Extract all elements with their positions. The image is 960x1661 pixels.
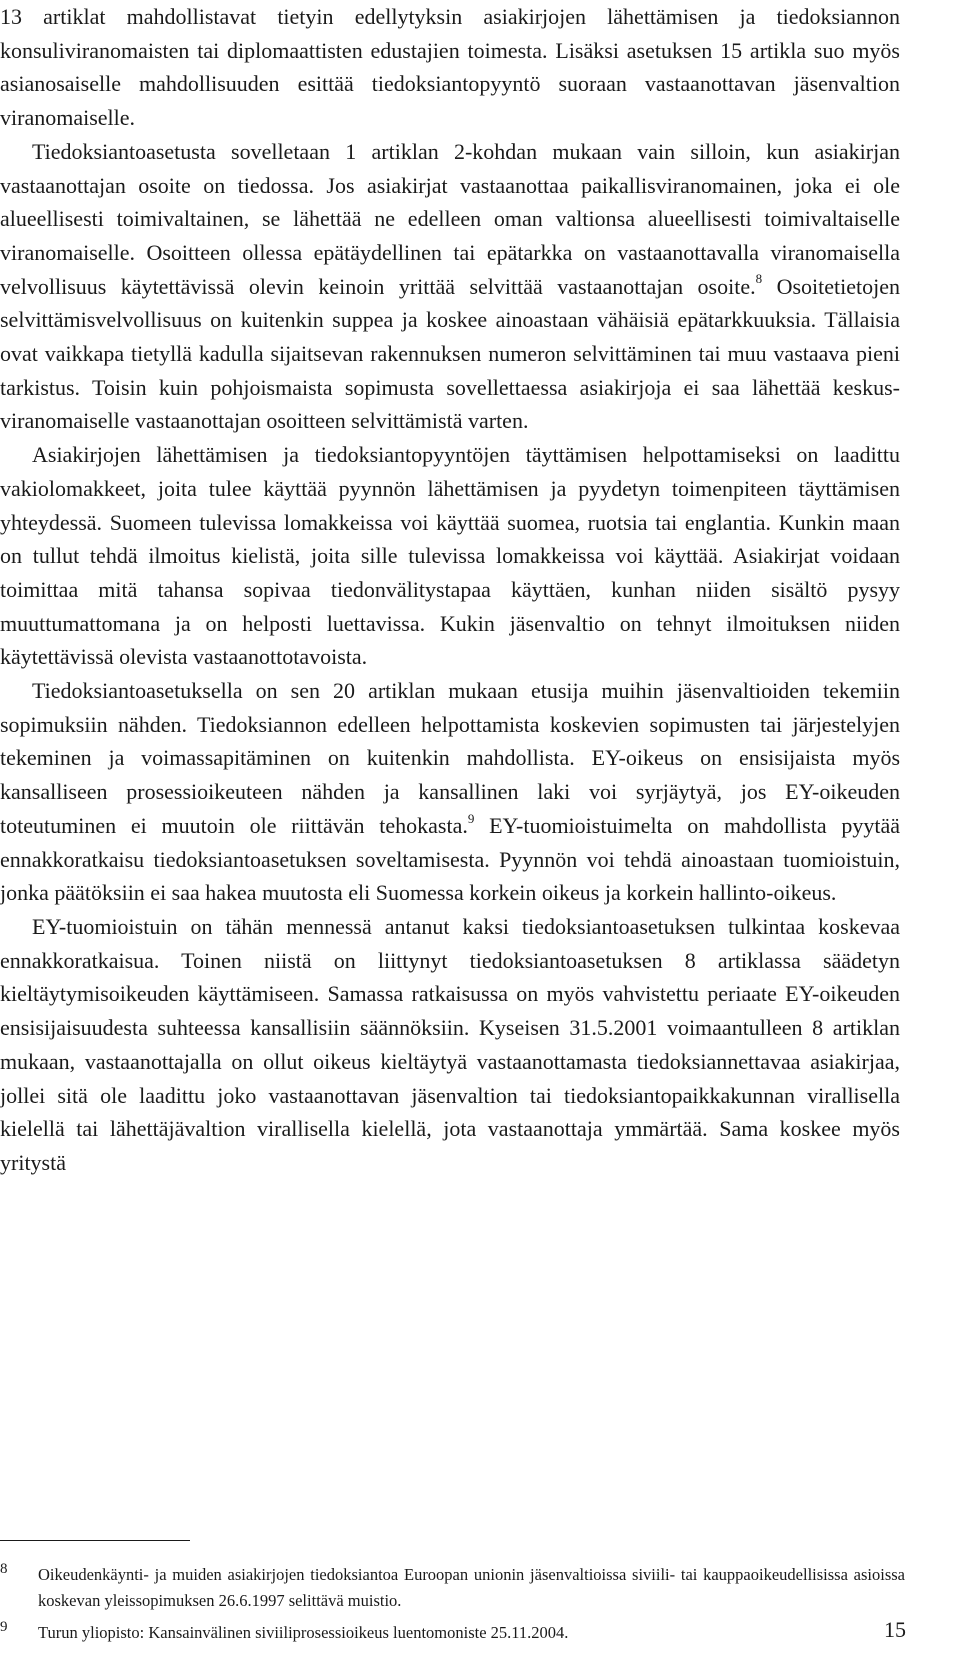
- footnote-number: 9: [0, 1619, 8, 1635]
- paragraph-1: [0, 0, 900, 135]
- paragraph-2-text-a: Tiedoksiantoasetusta sovelletaan 1 artiklan 2-kohdan mukaan vain silloin, kun asiakirjan vastaanottajan osoite on tiedossa. Jos asiakirjat vastaanottaa paikallisviranomainen, joka ei ole alueellisesti toimivaltainen, se lähettää ne edelleen oman valtionsa alueellisesti toimivaltaiselle viranomaiselle. Osoitteen ollessa epätäydellinen tai epätarkka on vastaanottavalla viranomaisella velvollisuus käytettävissä olevin keinoin yrittää selvittää vastaanottajan osoite.: [0, 138, 900, 299]
- paragraph-5-text: EY-tuomioistuin on tähän mennessä antanut kaksi tiedoksiantoasetuksen tulkintaa koskevaa ennakkoratkaisua. Toinen niistä on liittynyt tiedoksiantoasetuksen 8 artiklassa säädetyn kieltäytymisoikeuden käyttämiseen. Samassa ratkaisussa on myös vahvistettu periaate EY-oikeuden ensisijaisuudesta suhteessa kansallisiin säännöksiin. Kyseisen 31.5.2001 voimaantulleen 8 artiklan mukaan, vastaanottajalla on ollut oikeus kieltäytyä vastaanottamasta tiedoksiannettavaa asiakirjaa, jollei sitä ole laadittu joko vastaanottavan jäsenvaltion tai tiedoksiantopaikkakunnan virallisella kielellä tai lähettäjävaltion virallisella kielellä, jota vastaanottaja ymmärtää. Sama koskee myös yritystä: [0, 913, 900, 1175]
- footnote-number: 8: [0, 1561, 8, 1577]
- paragraph-1-text: 13 artiklat mahdollistavat tietyin edellytyksin asiakirjojen lähettämisen ja tiedoksiannon konsuliviranomaisten tai diplomaattisten edustajien toimesta. Lisäksi asetuksen 15 artikla suo myös asianosaiselle mahdollisuuden esittää tiedoksiantopyyntö suoraan vastaanottavan jäsenvaltion viranomaiselle.: [0, 4, 900, 131]
- footnote-text: Turun yliopisto: Kansainvälinen siviiliprosessioikeus luentomoniste 25.11.2004.: [38, 1623, 569, 1642]
- footnote-ref-9: 9: [467, 810, 475, 826]
- paragraph-5: [0, 910, 900, 1180]
- paragraph-3-text: Asiakirjojen lähettämisen ja tiedoksiantopyyntöjen täyttämisen helpottamiseksi on laadittu vakiolomakkeet, joita tulee käyttää pyynnön lähettämisen ja pyydetyn toimenpiteen täyttämisen yhteydessä. Suomeen tulevissa lomakkeissa voi käyttää suomea, ruotsia tai englantia. Kunkin maan on tullut tehdä ilmoitus kielistä, joita sille tulevissa lomakkeissa voi käyttää. Asiakirjat voidaan toimittaa mitä tahansa sopivaa tiedonvälitystapaa käyttäen, kunhan niiden sisältö pysyy muuttumattomana ja on helposti luettavissa. Kukin jäsenvaltio on tehnyt ilmoituksen niiden käytettävissä olevista vastaanottotavoista.: [0, 442, 900, 670]
- paragraph-2: [0, 135, 900, 438]
- footnote-text: Oikeudenkäynti- ja muiden asiakirjojen tiedoksiantoa Euroopan unionin jäsenvaltioissa siviili- tai kauppaoikeudellisissa asioissa koskevan yleissopimuksen 26.6.1997 selittävä muistio.: [38, 1565, 905, 1610]
- footnote-8: [0, 1562, 905, 1614]
- paragraph-4-text-b: EY-tuomioistuimelta on mahdollista pyytää ennakkoratkaisu tiedoksiantoasetuksen soveltamisesta. Pyynnön voi tehdä ainoastaan tuomioistuin, jonka päätöksiin ei saa hakea muutosta eli Suomessa korkein oikeus ja korkein hallinto-oikeus.: [0, 812, 900, 906]
- footnote-divider: [0, 1540, 190, 1541]
- page-number: 15: [884, 1617, 906, 1642]
- paragraph-4: [0, 674, 900, 910]
- paragraph-3: [0, 438, 900, 674]
- paragraph-4-text-a: Tiedoksiantoasetuksella on sen 20 artiklan mukaan etusija muihin jäsenvaltioiden tekemiin sopimuksiin nähden. Tiedoksiannon edelleen helpottamista koskevien sopimusten tai järjestelyjen tekeminen ja voimassapitäminen on kuitenkin mahdollista. EY-oikeus on ensisijaista myös kansalliseen prosessioikeuteen nähden ja kansallinen laki voi syrjäytyä, jos EY-oikeuden toteutuminen ei muutoin ole riittävän tehokasta.: [0, 678, 900, 838]
- footnotes: [0, 1562, 905, 1652]
- footnote-9: [0, 1620, 905, 1646]
- footnote-ref-8: 8: [755, 271, 763, 287]
- paragraph-2-text-b: Osoitetietojen selvittämisvelvollisuus on kuitenkin suppea ja koskee ainoastaan vähäisiä epätarkkuuksia. Tällaisia ovat vaikkapa tietyllä kadulla sijaitsevan rakennuksen numeron selvittäminen tai muu vastaava pieni tarkistus. Toisin kuin pohjoismaista sopimusta sovellettaessa asiakirjoja ei saa lähettää keskusviranomaiselle vastaanottajan osoitteen selvittämistä varten.: [0, 273, 900, 434]
